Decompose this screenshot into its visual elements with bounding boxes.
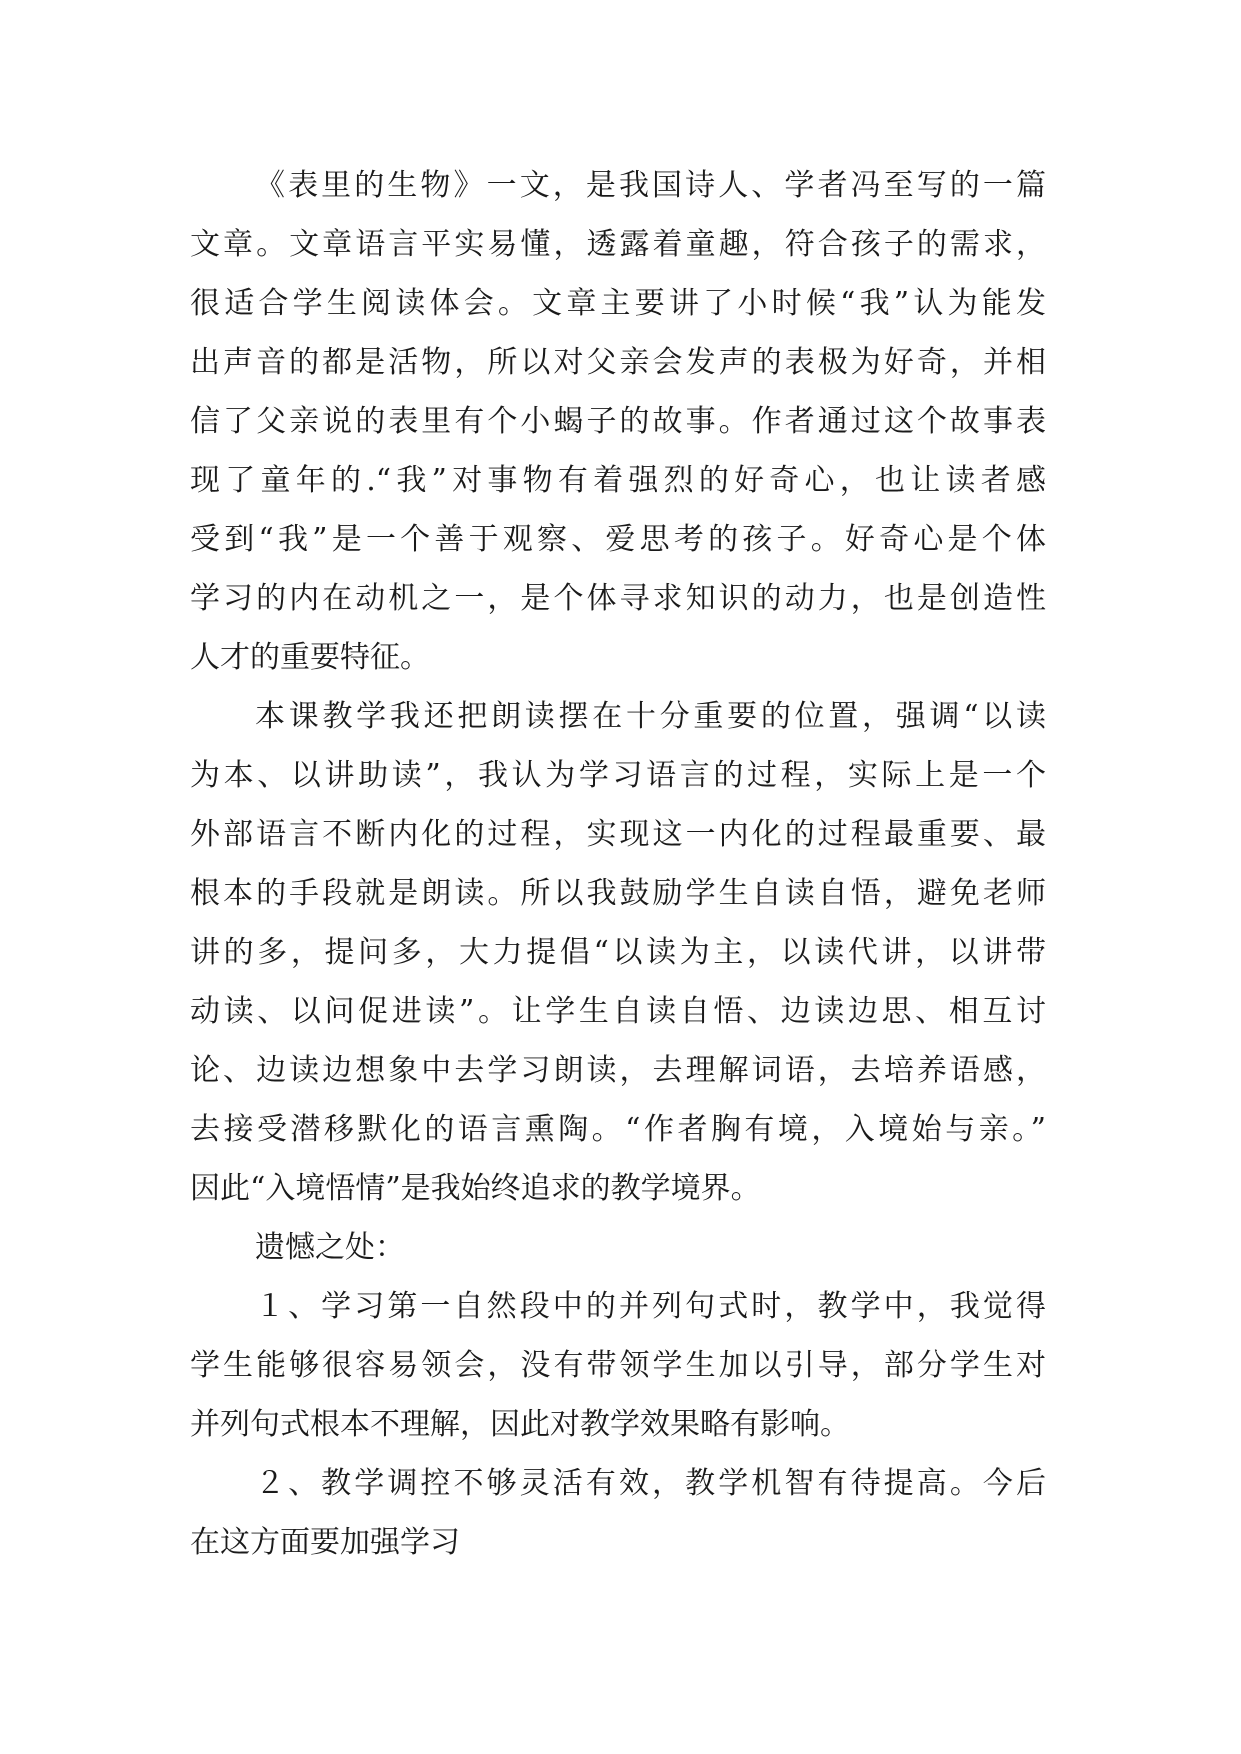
text-line: 根本的手段就是朗读。所以我鼓励学生自读自悟，避免老师: [190, 876, 1046, 911]
text-line: 学习的内在动机之一，是个体寻求知识的动力，也是创造性: [190, 581, 1046, 616]
text-line: 并列句式根本不理解，因此对教学效果略有影响。: [190, 1407, 850, 1442]
paragraph-heading-regrets: [190, 1218, 1046, 1277]
list-item-1: [190, 1277, 1046, 1454]
text-line: 在这方面要加强学习: [190, 1525, 460, 1560]
text-line: 因此“入境悟情”是我始终追求的教学境界。: [190, 1171, 761, 1206]
section-heading: 遗憾之处：: [255, 1230, 405, 1265]
text-line: 动读、以问促进读”。让学生自读自悟、边读边思、相互讨: [190, 994, 1046, 1029]
text-line: 本课教学我还把朗读摆在十分重要的位置，强调“以读: [255, 699, 1046, 734]
text-line: １、学习第一自然段中的并列句式时，教学中，我觉得: [255, 1289, 1046, 1324]
text-line: 出声音的都是活物，所以对父亲会发声的表极为好奇，并相: [190, 345, 1046, 380]
text-line: 现了童年的.“我”对事物有着强烈的好奇心，也让读者感: [190, 463, 1046, 498]
document-body: [190, 156, 1046, 1572]
text-line: ２、教学调控不够灵活有效，教学机智有待提高。今后: [255, 1466, 1046, 1501]
text-line: 人才的重要特征。: [190, 640, 430, 675]
list-item-2: [190, 1454, 1046, 1572]
text-line: 受到“我”是一个善于观察、爱思考的孩子。好奇心是个体: [190, 522, 1046, 557]
text-line: 《表里的生物》一文，是我国诗人、学者冯至写的一篇: [255, 168, 1046, 203]
text-line: 论、边读边想象中去学习朗读，去理解词语，去培养语感，: [190, 1053, 1046, 1088]
text-line: 信了父亲说的表里有个小蝎子的故事。作者通过这个故事表: [190, 404, 1046, 439]
text-line: 文章。文章语言平实易懂，透露着童趣，符合孩子的需求，: [190, 227, 1046, 262]
paragraph-1: [190, 156, 1046, 687]
text-line: 为本、以讲助读”，我认为学习语言的过程，实际上是一个: [190, 758, 1046, 793]
paragraph-2: [190, 687, 1046, 1218]
text-line: 去接受潜移默化的语言熏陶。“作者胸有境，入境始与亲。”: [190, 1112, 1046, 1147]
text-line: 讲的多，提问多，大力提倡“以读为主，以读代讲，以讲带: [190, 935, 1046, 970]
text-line: 外部语言不断内化的过程，实现这一内化的过程最重要、最: [190, 817, 1046, 852]
text-line: 学生能够很容易领会，没有带领学生加以引导，部分学生对: [190, 1348, 1046, 1383]
text-line: 很适合学生阅读体会。文章主要讲了小时候“我”认为能发: [190, 286, 1046, 321]
